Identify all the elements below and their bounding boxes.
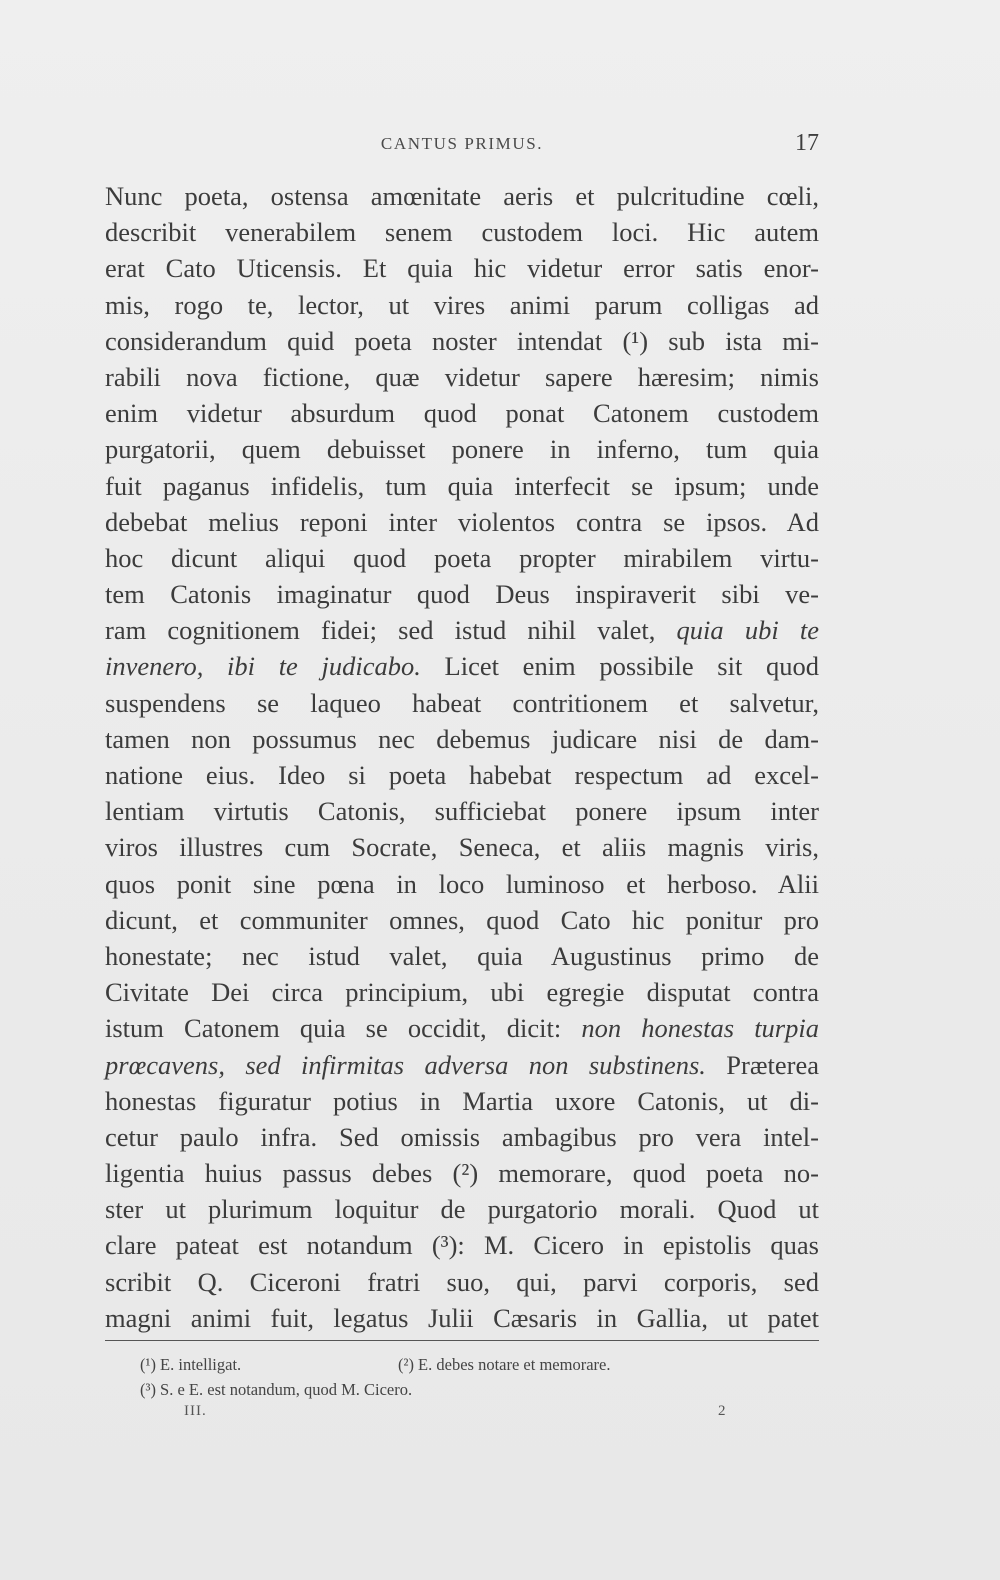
text-line (105, 866, 819, 902)
text-line (105, 359, 819, 395)
sheet-signature: 2 (718, 1403, 726, 1419)
text-span: Licet enim possibile sit quod (420, 651, 819, 682)
text-span: describit venerabilem senem custodem loci. Hic autem (105, 217, 819, 248)
italic-quotation: non honestas turpia (581, 1013, 819, 1044)
text-line (105, 287, 819, 323)
text-span: Nunc poeta, ostensa amœnitate aeris et pulcritudine cœli, (105, 181, 819, 211)
italic-quotation: quia ubi te (676, 615, 819, 646)
text-line (105, 721, 819, 757)
text-line (105, 214, 819, 250)
text-line (105, 1155, 819, 1191)
text-line (105, 178, 819, 214)
text-line (105, 395, 819, 431)
text-line (105, 1119, 819, 1155)
text-span: scribit Q. Ciceroni fratri suo, qui, parvi corporis, sed (105, 1266, 819, 1297)
text-span: Præterea (705, 1049, 820, 1080)
text-line (105, 1083, 819, 1119)
text-span: debebat melius reponi inter violentos contra se ipsos. Ad (105, 506, 819, 537)
text-line (105, 1227, 819, 1263)
text-span: tem Catonis imaginatur quod Deus inspiraverit sibi ve- (105, 579, 819, 610)
text-line (105, 648, 819, 684)
text-line (105, 1010, 819, 1046)
text-span: enim videtur absurdum quod ponat Catonem custodem (105, 398, 819, 429)
footnote-1: (¹) E. intelligat. (140, 1355, 242, 1374)
text-line (105, 974, 819, 1010)
italic-quotation: prœcavens, sed infirmitas adversa non substinens. (105, 1049, 706, 1080)
running-head: CANTUS PRIMUS. (380, 134, 544, 153)
text-span: considerandum quid poeta noster intendat (¹) sub ista mi- (105, 325, 819, 356)
page-number: 17 (795, 130, 819, 156)
text-line (105, 576, 819, 612)
footnote-row (140, 1352, 800, 1377)
text-span: fuit paganus infidelis, tum quia interfecit se ipsum; unde (105, 470, 819, 501)
text-line (105, 793, 819, 829)
text-line (105, 1300, 819, 1336)
text-span: magni animi fuit, legatus Julii Cæsaris in Gallia, ut patet (105, 1302, 819, 1333)
text-span: viros illustres cum Socrate, Seneca, et aliis magnis viris, (105, 832, 819, 863)
text-line (105, 685, 819, 721)
text-line (105, 1264, 819, 1300)
text-span: quos ponit sine pœna in loco luminoso et herboso. Alii (105, 868, 819, 899)
text-span: suspendens se laqueo habeat contritionem et salvetur, (105, 687, 819, 718)
text-line (105, 250, 819, 286)
text-span: rabili nova fictione, quæ videtur sapere hæresim; nimis (105, 361, 819, 392)
text-line (105, 1191, 819, 1227)
text-span: purgatorii, quem debuisset ponere in inferno, tum quia (105, 434, 819, 465)
text-span: natione eius. Ideo si poeta habebat respectum ad excel- (105, 760, 819, 790)
footnote-2: (²) E. debes notare et memorare. (398, 1355, 611, 1374)
text-span: ster ut plurimum loquitur de purgatorio morali. Quod ut (105, 1194, 819, 1225)
text-span: lentiam virtutis Catonis, sufficiebat ponere ipsum inter (105, 796, 819, 827)
text-span: clare pateat est notandum (³): M. Cicero in epistolis quas (105, 1230, 819, 1261)
page-header (105, 130, 819, 164)
text-span: honestas figuratur potius in Martia uxore Catonis, ut di- (105, 1085, 819, 1116)
text-span: honestate; nec istud valet, quia Augustinus primo de (105, 940, 819, 971)
text-span: cetur paulo infra. Sed omissis ambagibus pro vera intel- (105, 1121, 819, 1152)
italic-quotation: invenero, ibi te judicabo. (105, 651, 421, 682)
text-line (105, 468, 819, 504)
text-line (105, 504, 819, 540)
text-line (105, 757, 819, 793)
footnote-separator-rule (105, 1340, 819, 1341)
footnote-3: (³) S. e E. est notandum, quod M. Cicero. (140, 1380, 413, 1399)
text-span: ram cognitionem fidei; sed istud nihil valet, (105, 615, 677, 646)
footnote-row (140, 1377, 800, 1402)
text-span: dicunt, et communiter omnes, quod Cato hic ponitur pro (105, 904, 819, 935)
text-span: mis, rogo te, lector, ut vires animi parum colligas ad (105, 289, 819, 320)
volume-signature: III. (184, 1403, 207, 1419)
text-line (105, 829, 819, 865)
text-line (105, 431, 819, 467)
text-span: ligentia huius passus debes (²) memorare, quod poeta no- (105, 1158, 819, 1189)
commentary-text (105, 178, 819, 1336)
text-span: hoc dicunt aliqui quod poeta propter mirabilem virtu- (105, 542, 819, 573)
text-line (105, 902, 819, 938)
text-line (105, 938, 819, 974)
text-span: erat Cato Uticensis. Et quia hic videtur error satis enor- (105, 253, 819, 284)
footnotes (140, 1352, 800, 1402)
text-line (105, 540, 819, 576)
text-line (105, 323, 819, 359)
text-span: istum Catonem quia se occidit, dicit: (105, 1013, 582, 1044)
text-line (105, 1047, 819, 1083)
text-span: tamen non possumus nec debemus judicare nisi de dam- (105, 723, 819, 754)
text-span: Civitate Dei circa principium, ubi egregie disputat contra (105, 977, 819, 1008)
text-line (105, 612, 819, 648)
